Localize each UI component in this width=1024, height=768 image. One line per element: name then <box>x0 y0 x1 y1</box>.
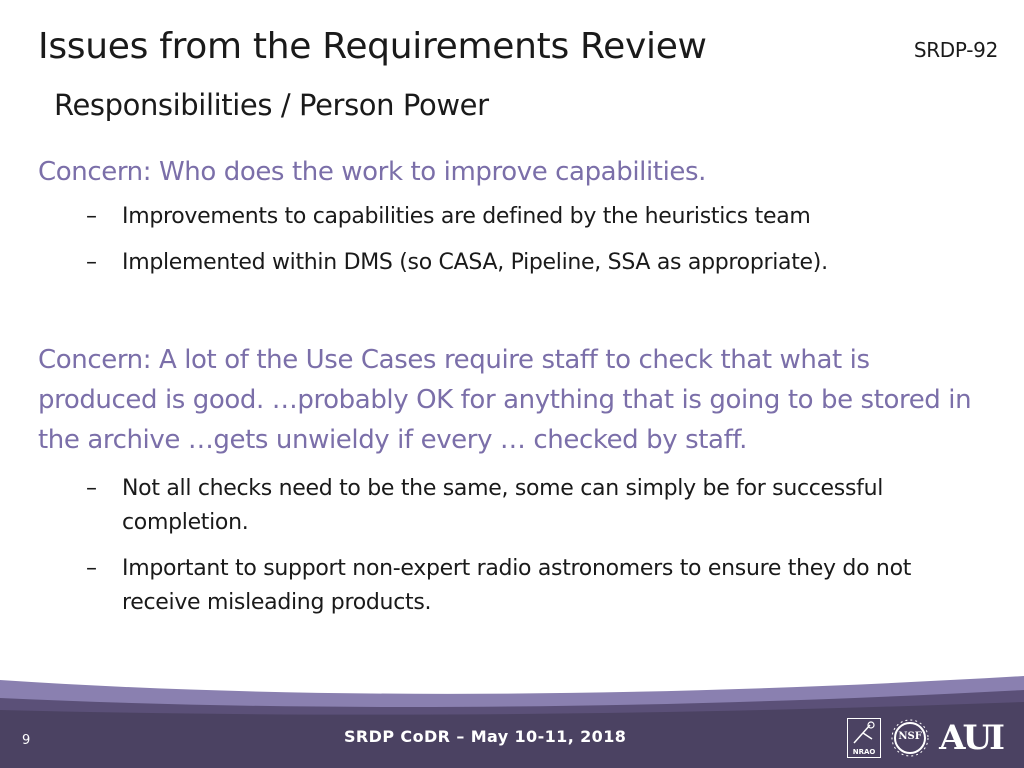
slide-tag: SRDP-92 <box>913 38 998 62</box>
footer-band <box>0 676 1024 768</box>
bullet-text: Improvements to capabilities are defined by the heuristics team <box>122 204 811 229</box>
bullet-text: Important to support non-expert radio astronomers to ensure they do not receive misleading products. <box>122 556 912 615</box>
bullet-dash: – <box>86 204 97 229</box>
list-item <box>86 552 966 620</box>
footer-text: SRDP CoDR – May 10-11, 2018 <box>344 727 627 746</box>
logo-group <box>847 718 1002 758</box>
page-number: 9 <box>22 733 31 748</box>
concern-2: Concern: A lot of the Use Cases require staff to check that what is produced is good. …probably OK for anything that is going to be stored in the archive …gets unwieldy if every … checked by staff. <box>38 345 972 455</box>
nsf-logo-label: NSF <box>898 731 922 742</box>
nrao-logo-label: NRAO <box>852 748 876 756</box>
bullet-list-2 <box>86 472 966 632</box>
bullet-list-1 <box>86 200 986 280</box>
list-item <box>86 246 986 280</box>
slide-subtitle: Responsibilities / Person Power <box>54 88 489 122</box>
nsf-logo-icon <box>891 719 929 757</box>
bullet-dash: – <box>86 476 97 501</box>
bullet-text: Implemented within DMS (so CASA, Pipeline, SSA as appropriate). <box>122 250 828 275</box>
aui-logo-icon: AUI <box>939 718 1002 758</box>
bullet-dash: – <box>86 250 97 275</box>
concern-1: Concern: Who does the work to improve capabilities. <box>38 157 707 187</box>
list-item <box>86 472 966 540</box>
bullet-dash: – <box>86 556 97 581</box>
list-item <box>86 200 986 234</box>
nrao-logo-icon <box>847 718 881 758</box>
slide-title: Issues from the Requirements Review <box>38 26 707 67</box>
bullet-text: Not all checks need to be the same, some can simply be for successful completion. <box>122 476 884 535</box>
